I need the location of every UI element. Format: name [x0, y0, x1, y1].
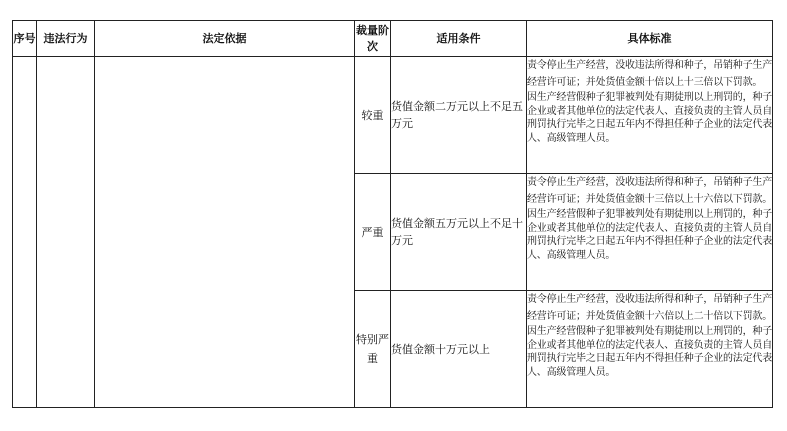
seq-cell	[13, 57, 37, 408]
standard-ban-text: 因生产经营假种子犯罪被判处有期徒刑以上刑罚的，种子企业或者其他单位的法定代表人、直接负责的主管人员自刑罚执行完毕之日起五年内不得担任种子企业的法定代表人、高级管理人员。	[527, 92, 772, 144]
violation-cell	[37, 57, 95, 408]
header-condition: 适用条件	[391, 21, 527, 57]
header-violation: 违法行为	[37, 21, 95, 57]
table-row	[13, 57, 773, 174]
header-standard: 具体标准	[527, 21, 773, 57]
level-cell: 严重	[355, 174, 391, 291]
condition-cell: 货值金额五万元以上不足十万元	[391, 174, 527, 291]
standard-cell	[527, 57, 773, 174]
header-seq: 序号	[13, 21, 37, 57]
level-cell: 特别严重	[355, 291, 391, 408]
standard-penalty-text: 责令停止生产经营，没收违法所得和种子，吊销种子生产经营许可证；并处货值金额十六倍以上二十倍以下罚款。	[527, 294, 772, 322]
standard-ban-text: 因生产经营假种子犯罪被判处有期徒刑以上刑罚的，种子企业或者其他单位的法定代表人、直接负责的主管人员自刑罚执行完毕之日起五年内不得担任种子企业的法定代表人、高级管理人员。	[527, 209, 772, 261]
header-level: 裁量阶次	[355, 21, 391, 57]
standard-cell	[527, 174, 773, 291]
condition-cell: 货值金额十万元以上	[391, 291, 527, 408]
table-header-row	[13, 21, 773, 57]
standard-cell	[527, 291, 773, 408]
standard-penalty-text: 责令停止生产经营，没收违法所得和种子，吊销种子生产经营许可证；并处货值金额十三倍以上十六倍以下罚款。	[527, 177, 772, 205]
level-cell: 较重	[355, 57, 391, 174]
basis-cell	[95, 57, 355, 408]
standard-ban-text: 因生产经营假种子犯罪被判处有期徒刑以上刑罚的，种子企业或者其他单位的法定代表人、直接负责的主管人员自刑罚执行完毕之日起五年内不得担任种子企业的法定代表人、高级管理人员。	[527, 326, 772, 378]
penalty-standards-table	[12, 20, 773, 408]
condition-cell: 货值金额二万元以上不足五万元	[391, 57, 527, 174]
header-basis: 法定依据	[95, 21, 355, 57]
standard-penalty-text: 责令停止生产经营，没收违法所得和种子，吊销种子生产经营许可证；并处货值金额十倍以上十三倍以下罚款。	[527, 60, 772, 88]
